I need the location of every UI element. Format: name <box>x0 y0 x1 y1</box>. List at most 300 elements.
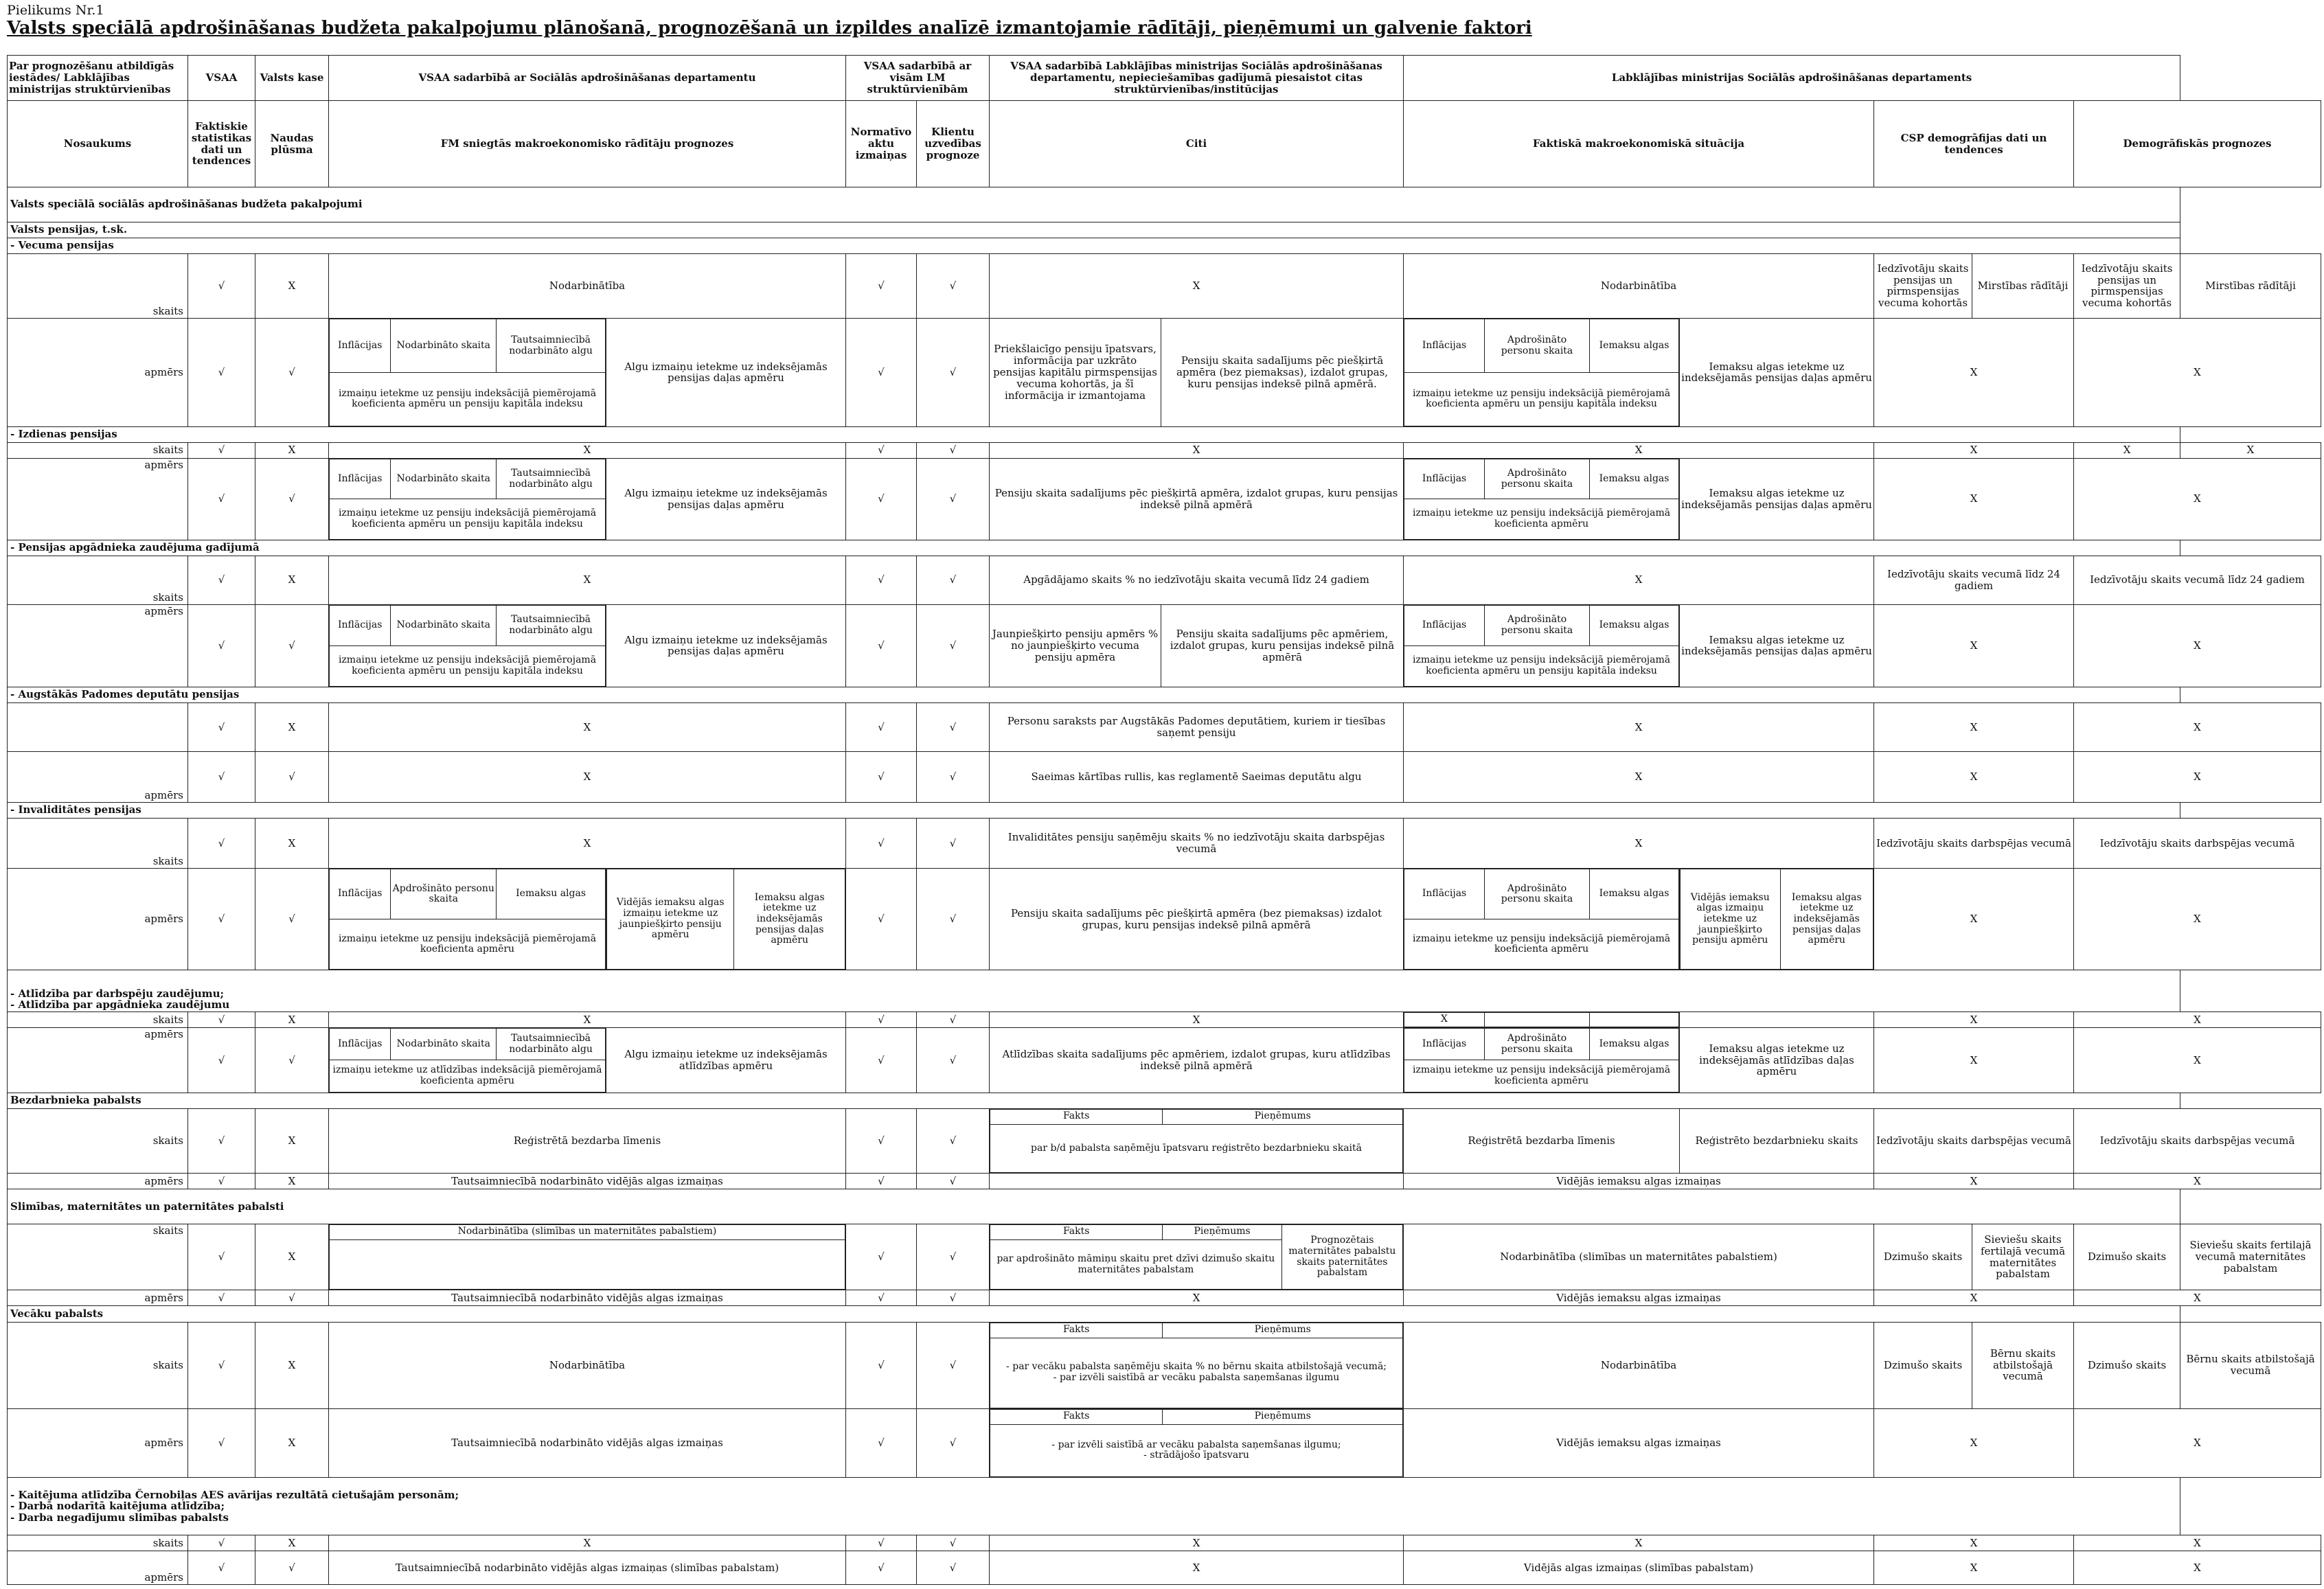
header-klientu: Klientu uzvedības prognoze <box>917 101 990 187</box>
annex-label: Pielikums Nr.1 <box>7 3 104 18</box>
row-label: skaits <box>8 1224 188 1290</box>
section-vecaku: Vecāku pabalsts <box>8 1306 2180 1322</box>
cell: X <box>2074 1551 2321 1585</box>
header-institutions: Par prognozēšanu atbildīgās iestādes/ Labklājības ministrijas struktūrvienības <box>8 56 188 101</box>
cell: X <box>255 1224 329 1290</box>
cell: √ <box>188 556 255 604</box>
sub-cell: Fakts <box>990 1224 1163 1239</box>
table-row <box>8 1290 2321 1306</box>
section-apgadnieka: - Pensijas apgādnieka zaudējuma gadījumā <box>8 540 2180 556</box>
cell: Iedzīvotāju skaits darbspējas vecumā <box>1874 1108 2074 1173</box>
section-valsts-pensijas: Valsts pensijas, t.sk. <box>8 222 2180 238</box>
cell: X <box>2074 1174 2321 1189</box>
cell: Dzimušo skaits <box>2074 1224 2180 1290</box>
cell: X <box>1404 818 1874 868</box>
cell: √ <box>917 1408 990 1478</box>
cell: X <box>329 752 846 802</box>
table-row <box>8 253 2321 318</box>
cell <box>329 604 606 687</box>
cell: Algu izmaiņu ietekme uz indeksējamās pensijas daļas apmēru <box>606 604 846 687</box>
cell: √ <box>846 1535 917 1551</box>
cell: √ <box>917 818 990 868</box>
cell: √ <box>917 1012 990 1028</box>
cell <box>1680 869 1874 970</box>
indicator-table <box>7 55 2321 1585</box>
cell: √ <box>188 818 255 868</box>
cell: X <box>2074 1290 2321 1306</box>
cell: X <box>1874 604 2074 687</box>
sub-cell: Inflācijas <box>1404 459 1485 499</box>
cell: Sieviešu skaits fertilajā vecumā maternitātes pabalstam <box>2180 1224 2321 1290</box>
cell <box>329 458 606 540</box>
cell: X <box>990 253 1404 318</box>
cell: Iedzīvotāju skaits darbspējas vecumā <box>2074 1108 2321 1173</box>
cell: Iedzīvotāju skaits vecumā līdz 24 gadiem <box>2074 556 2321 604</box>
sub-cell: Iemaksu algas ietekme uz indeksējamās pensijas daļas apmēru <box>1780 869 1873 970</box>
cell <box>1404 604 1680 687</box>
section-budzets: Valsts speciālā sociālās apdrošināšanas budžeta pakalpojumi <box>8 187 2180 222</box>
cell: √ <box>846 1174 917 1189</box>
sub-cell: Tautsaimniecībā nodarbināto algu <box>497 319 606 373</box>
section-kait-2: - Darbā nodarītā kaitējuma atlīdzība; <box>10 1500 225 1513</box>
cell: X <box>1874 1290 2074 1306</box>
cell: √ <box>917 1174 990 1189</box>
cell: X <box>2074 752 2321 802</box>
sub-cell: izmaiņu ietekme uz pensiju indeksācijā piemērojamā koeficienta apmēru un pensiju kapitāla indeksu <box>330 499 606 539</box>
table-row <box>8 442 2321 458</box>
cell: Priekšlaicīgo pensiju īpatsvars, informācija par uzkrāto pensijas kapitālu pirmspensijas vecuma kohortās, ja šī informācija ir izmantojama <box>990 319 1161 426</box>
cell: √ <box>846 818 917 868</box>
row-label: skaits <box>8 1535 188 1551</box>
row-label: skaits <box>8 556 188 604</box>
sub-cell: Inflācijas <box>330 1029 391 1060</box>
cell <box>1404 869 1680 970</box>
cell <box>1404 319 1680 426</box>
cell: X <box>1404 752 1874 802</box>
header-valsts-kase: Valsts kase <box>255 56 329 101</box>
cell: Apgādājamo skaits % no iedzīvotāju skaita vecumā līdz 24 gadiem <box>990 556 1404 604</box>
row-label: apmērs <box>8 752 188 802</box>
header-demo: Demogrāfiskās prognozes <box>2074 101 2321 187</box>
row-label: apmērs <box>8 1290 188 1306</box>
sub-cell: Tautsaimniecībā nodarbināto algu <box>497 459 606 499</box>
cell: √ <box>917 1028 990 1093</box>
table-row <box>8 1551 2321 1585</box>
table-row <box>8 1408 2321 1478</box>
cell: X <box>2074 319 2321 426</box>
cell: X <box>255 1408 329 1478</box>
cell: X <box>329 442 846 458</box>
cell: X <box>255 1174 329 1189</box>
sub-cell: Pieņēmums <box>1163 1323 1403 1338</box>
cell: √ <box>846 604 917 687</box>
cell: Jaunpiešķirto pensiju apmērs % no jaunpiešķirto vecuma pensiju apmēra <box>990 604 1161 687</box>
cell: √ <box>917 604 990 687</box>
section-atlidziba-2: - Atlīdzība par apgādnieka zaudējumu <box>10 998 230 1011</box>
section-deputatu: - Augstākās Padomes deputātu pensijas <box>8 687 2180 702</box>
cell: X <box>990 1535 1404 1551</box>
cell: √ <box>188 1028 255 1093</box>
section-kait-1: - Kaitējuma atlīdzība Černobiļas AES avārijas rezultātā cietušajām personām; <box>10 1488 459 1501</box>
cell: √ <box>188 253 255 318</box>
cell: Dzimušo skaits <box>1874 1224 1972 1290</box>
cell <box>990 1408 1404 1478</box>
sub-cell: izmaiņu ietekme uz pensiju indeksācijā piemērojamā koeficienta apmēru un pensiju kapitāla indeksu <box>1404 372 1679 426</box>
cell: √ <box>846 1108 917 1173</box>
cell: Saeimas kārtības rullis, kas reglamentē Saeimas deputātu algu <box>990 752 1404 802</box>
sub-cell: Pieņēmums <box>1163 1224 1281 1239</box>
cell: X <box>990 1012 1404 1028</box>
header-faktiska: Faktiskā makroekonomiskā situācija <box>1404 101 1874 187</box>
cell: Sieviešu skaits fertilajā vecumā maternitātes pabalstam <box>1972 1224 2074 1290</box>
cell <box>1404 1028 1680 1093</box>
cell: X <box>1874 1174 2074 1189</box>
table-row <box>8 1535 2321 1551</box>
cell: X <box>1874 442 2074 458</box>
table-row <box>8 818 2321 868</box>
cell: X <box>1404 702 1874 751</box>
cell: Algu izmaiņu ietekme uz indeksējamās atlīdzības apmēru <box>606 1028 846 1093</box>
cell: √ <box>846 1028 917 1093</box>
sub-cell: par apdrošināto māmiņu skaitu pret dzīvi dzimušo skaitu maternitātes pabalstam <box>990 1239 1282 1290</box>
sub-cell: Fakts <box>990 1409 1163 1424</box>
sub-cell: izmaiņu ietekme uz pensiju indeksācijā piemērojamā koeficienta apmēru un pensiju kapitāla indeksu <box>330 372 606 426</box>
sub-cell: izmaiņu ietekme uz pensiju indeksācijā piemērojamā koeficienta apmēru un pensiju kapitāla indeksu <box>330 645 606 686</box>
cell: X <box>255 1535 329 1551</box>
cell: √ <box>188 442 255 458</box>
sub-cell: Apdrošināto personu skaita <box>1485 869 1590 919</box>
cell: √ <box>917 253 990 318</box>
cell: √ <box>917 1290 990 1306</box>
cell <box>1680 1012 1874 1028</box>
section-atlidziba-1: - Atlīdzība par darbspēju zaudējumu; <box>10 987 225 1000</box>
header-lm-dep: Labklājības ministrijas Sociālās apdrošināšanas departaments <box>1404 56 2180 101</box>
cell: X <box>2180 442 2321 458</box>
cell: √ <box>846 1290 917 1306</box>
sub-cell: par b/d pabalsta saņēmēju īpatsvaru reģistrēto bezdarbnieku skaitā <box>990 1124 1403 1172</box>
header-fakt-stat: Faktiskie statistikas dati un tendences <box>188 101 255 187</box>
sub-cell: Nodarbināto skaita <box>391 605 497 645</box>
cell: √ <box>846 1322 917 1408</box>
cell: √ <box>917 442 990 458</box>
sub-cell: Apdrošināto personu skaita <box>1485 1029 1590 1060</box>
sub-cell: Iemaksu algas <box>1590 605 1679 645</box>
sub-cell: izmaiņu ietekme uz pensiju indeksācijā piemērojamā koeficienta apmēru <box>1404 919 1679 970</box>
row-label: skaits <box>8 253 188 318</box>
sub-cell: Nodarbināto skaita <box>391 1029 497 1060</box>
cell: √ <box>917 1551 990 1585</box>
cell: Reģistrēto bezdarbnieku skaits <box>1680 1108 1874 1173</box>
header-vsaa-lm-dep: VSAA sadarbībā Labklājības ministrijas Sociālās apdrošināšanas departamentu, nepieciešamības gadījumā piesaistot citas struktūrvienības/institūcijas <box>990 56 1404 101</box>
document-title: Valsts speciālā apdrošināšanas budžeta pakalpojumu plānošanā, prognozēšanā un izpildes analīzē izmantojamie rādītāji, pieņēmumi un galvenie faktori <box>7 18 1532 38</box>
cell: √ <box>255 1551 329 1585</box>
cell <box>1404 1012 1680 1028</box>
table-row <box>8 1322 2321 1408</box>
sub-cell: izmaiņu ietekme uz atlīdzības indeksācijā piemērojamā koeficienta apmēru <box>330 1060 606 1092</box>
table-row <box>8 752 2321 802</box>
cell: √ <box>846 319 917 426</box>
sub-cell: Inflācijas <box>1404 319 1485 373</box>
cell: X <box>2074 702 2321 751</box>
cell: √ <box>846 702 917 751</box>
cell: √ <box>846 458 917 540</box>
table-row <box>8 556 2321 604</box>
cell: Nodarbinātība <box>329 253 846 318</box>
cell: √ <box>846 1012 917 1028</box>
cell: X <box>990 1551 1404 1585</box>
cell: Iedzīvotāju skaits pensijas un pirmspensijas vecuma kohortās <box>1874 253 1972 318</box>
cell: Personu saraksts par Augstākās Padomes deputātiem, kuriem ir tiesības saņemt pensiju <box>990 702 1404 751</box>
sub-cell: Iemaksu algas <box>1590 319 1679 373</box>
section-kait-3: - Darba negadījumu slimības pabalsts <box>10 1511 229 1524</box>
cell: X <box>2074 458 2321 540</box>
sub-cell: X <box>1404 1013 1485 1027</box>
cell: X <box>1874 869 2074 970</box>
cell: √ <box>846 869 917 970</box>
sub-cell <box>1485 1013 1590 1027</box>
cell: X <box>255 702 329 751</box>
row-label: apmērs <box>8 1028 188 1093</box>
sub-cell: - par vecāku pabalsta saņēmēju skaita % no bērnu skaita atbilstošajā vecumā; - par izvēli saistībā ar vecāku pabalsta saņemšanas ilgumu <box>990 1338 1403 1408</box>
cell: X <box>2074 1408 2321 1478</box>
table-row <box>8 1108 2321 1173</box>
sub-cell: Prognozētais maternitātes pabalstu skaits paternitātes pabalstam <box>1281 1224 1402 1290</box>
cell: X <box>990 442 1404 458</box>
cell: √ <box>188 702 255 751</box>
header-citi: Citi <box>990 101 1404 187</box>
cell: X <box>1874 1551 2074 1585</box>
cell: √ <box>255 752 329 802</box>
cell: X <box>1874 1535 2074 1551</box>
sub-cell: Iemaksu algas <box>1590 869 1679 919</box>
table-row <box>8 319 2321 426</box>
section-bezdarbnieka: Bezdarbnieka pabalsts <box>8 1093 2180 1108</box>
row-label: skaits <box>8 442 188 458</box>
cell: √ <box>917 869 990 970</box>
cell: X <box>255 253 329 318</box>
cell <box>329 319 606 426</box>
cell: √ <box>255 1028 329 1093</box>
cell: √ <box>188 604 255 687</box>
cell: Pensiju skaita sadalījums pēc apmēriem, izdalot grupas, kuru pensijas indeksē pilnā apmērā <box>1161 604 1404 687</box>
sub-cell: Apdrošināto personu skaita <box>391 869 497 919</box>
cell: Vidējās algas izmaiņas (slimības pabalstam) <box>1404 1551 1874 1585</box>
cell: Nodarbinātība (slimības un maternitātes pabalstiem) <box>1404 1224 1874 1290</box>
header-fm: FM sniegtās makroekonomisko rādītāju prognozes <box>329 101 846 187</box>
cell: √ <box>917 319 990 426</box>
cell <box>990 1224 1404 1290</box>
cell: Bērnu skaits atbilstošajā vecumā <box>2180 1322 2321 1408</box>
sub-cell: Inflācijas <box>1404 869 1485 919</box>
cell: Iemaksu algas ietekme uz indeksējamās atlīdzības daļas apmēru <box>1680 1028 1874 1093</box>
header-naudas: Naudas plūsma <box>255 101 329 187</box>
cell: √ <box>255 604 329 687</box>
cell: √ <box>917 752 990 802</box>
sub-cell: Inflācijas <box>1404 1029 1485 1060</box>
cell: √ <box>188 1174 255 1189</box>
cell: √ <box>846 1551 917 1585</box>
section-vecuma: - Vecuma pensijas <box>8 238 2180 253</box>
row-label: skaits <box>8 1108 188 1173</box>
cell: Iedzīvotāju skaits pensijas un pirmspensijas vecuma kohortās <box>2074 253 2180 318</box>
cell: √ <box>917 1322 990 1408</box>
cell: Iedzīvotāju skaits vecumā līdz 24 gadiem <box>1874 556 2074 604</box>
sub-cell: Vidējās iemaksu algas izmaiņu ietekme uz jaunpiešķirto pensiju apmēru <box>1681 869 1781 970</box>
cell: Vidējās iemaksu algas izmaiņas <box>1404 1408 1874 1478</box>
cell <box>1404 458 1680 540</box>
cell: √ <box>188 319 255 426</box>
table-row <box>8 1174 2321 1189</box>
table-row <box>8 869 2321 970</box>
cell: Vidējās iemaksu algas izmaiņas <box>1404 1174 1874 1189</box>
sub-cell: Iemaksu algas <box>497 869 606 919</box>
cell: Nodarbinātība <box>1404 253 1874 318</box>
cell: Mirstības rādītāji <box>2180 253 2321 318</box>
row-label: apmērs <box>8 604 188 687</box>
cell: Iedzīvotāju skaits darbspējas vecumā <box>1874 818 2074 868</box>
cell: X <box>990 1290 1404 1306</box>
sub-cell: Inflācijas <box>330 869 391 919</box>
cell <box>606 869 846 970</box>
sub-cell: Nodarbinātība (slimības un maternitātes pabalstiem) <box>330 1224 845 1239</box>
cell: X <box>2074 442 2180 458</box>
header-csp: CSP demogrāfijas dati un tendences <box>1874 101 2074 187</box>
cell: √ <box>188 1535 255 1551</box>
header-row-institutions <box>8 56 2321 101</box>
table-row <box>8 458 2321 540</box>
cell: X <box>2074 1012 2321 1028</box>
cell: X <box>1874 1028 2074 1093</box>
header-vsaa-sad: VSAA sadarbībā ar Sociālās apdrošināšanas departamentu <box>329 56 846 101</box>
sub-cell: Iemaksu algas <box>1590 1029 1679 1060</box>
cell <box>329 869 606 970</box>
cell: √ <box>846 253 917 318</box>
cell: Tautsaimniecībā nodarbināto vidējās algas izmaiņas <box>329 1408 846 1478</box>
row-label: apmērs <box>8 1174 188 1189</box>
section-izdienas: - Izdienas pensijas <box>8 426 2180 442</box>
sub-cell: izmaiņu ietekme uz pensiju indeksācijā piemērojamā koeficienta apmēru <box>1404 499 1679 539</box>
cell: √ <box>188 1224 255 1290</box>
sub-cell: - par izvēli saistībā ar vecāku pabalsta saņemšanas ilgumu; - strādājošo īpatsvaru <box>990 1424 1403 1477</box>
sub-cell: Pieņēmums <box>1163 1109 1403 1124</box>
cell: √ <box>846 1408 917 1478</box>
cell: √ <box>188 1408 255 1478</box>
table-row <box>8 604 2321 687</box>
sub-cell: Nodarbināto skaita <box>391 319 497 373</box>
row-label: apmērs <box>8 1408 188 1478</box>
cell: √ <box>255 869 329 970</box>
cell: X <box>2074 604 2321 687</box>
cell: Pensiju skaita sadalījums pēc piešķirtā apmēra (bez piemaksas), izdalot grupas, kuru pensijas indeksē pilnā apmērā. <box>1161 319 1404 426</box>
cell: X <box>1874 458 2074 540</box>
cell: Vidējās iemaksu algas izmaiņas <box>1404 1290 1874 1306</box>
header-normativo: Normatīvo aktu izmaiņas <box>846 101 917 187</box>
cell: X <box>255 818 329 868</box>
row-label: apmērs <box>8 1551 188 1585</box>
sub-cell: izmaiņu ietekme uz pensiju indeksācijā piemērojamā koeficienta apmēru un pensiju kapitāla indeksu <box>1404 645 1679 686</box>
cell: Iemaksu algas ietekme uz indeksējamās pensijas daļas apmēru <box>1680 319 1874 426</box>
sub-cell <box>330 1239 845 1290</box>
row-label: apmērs <box>8 319 188 426</box>
section-invaliditates: - Invaliditātes pensijas <box>8 802 2180 818</box>
cell: Algu izmaiņu ietekme uz indeksējamās pensijas daļas apmēru <box>606 458 846 540</box>
section-slimibas: Slimības, maternitātes un paternitātes pabalsti <box>8 1189 2180 1224</box>
cell: √ <box>846 442 917 458</box>
cell: X <box>2074 869 2321 970</box>
sub-cell: Inflācijas <box>330 459 391 499</box>
cell: √ <box>917 1224 990 1290</box>
table-row <box>8 1224 2321 1290</box>
row-label: apmērs <box>8 458 188 540</box>
cell: X <box>2074 1535 2321 1551</box>
cell: √ <box>188 752 255 802</box>
sub-cell: Apdrošināto personu skaita <box>1485 459 1590 499</box>
cell: Iemaksu algas ietekme uz indeksējamās pensijas daļas apmēru <box>1680 604 1874 687</box>
cell <box>329 1224 846 1290</box>
cell: √ <box>188 1012 255 1028</box>
cell: √ <box>846 556 917 604</box>
cell: √ <box>188 1322 255 1408</box>
sub-cell: Pieņēmums <box>1163 1409 1403 1424</box>
cell: √ <box>917 1535 990 1551</box>
cell: X <box>1404 1535 1874 1551</box>
sub-cell: Inflācijas <box>330 319 391 373</box>
row-label: skaits <box>8 1322 188 1408</box>
cell: Reģistrētā bezdarba līmenis <box>329 1108 846 1173</box>
sub-cell: Tautsaimniecībā nodarbināto algu <box>497 1029 606 1060</box>
table-row <box>8 1012 2321 1028</box>
section-atlidziba <box>8 970 2321 1012</box>
cell: X <box>1404 442 1874 458</box>
cell: X <box>329 1535 846 1551</box>
cell: X <box>329 818 846 868</box>
sub-cell: Apdrošināto personu skaita <box>1485 605 1590 645</box>
cell: X <box>2074 1028 2321 1093</box>
cell: Pensiju skaita sadalījums pēc piešķirtā apmēra, izdalot grupas, kuru pensijas indeksē pilnā apmērā <box>990 458 1404 540</box>
row-label <box>8 702 188 751</box>
cell <box>990 1174 1404 1189</box>
cell: √ <box>917 1108 990 1173</box>
cell: X <box>329 1012 846 1028</box>
cell: X <box>329 556 846 604</box>
cell: Reģistrētā bezdarba līmenis <box>1404 1108 1680 1173</box>
cell: X <box>255 1322 329 1408</box>
cell: X <box>1874 752 2074 802</box>
cell: Atlīdzības skaita sadalījums pēc apmēriem, izdalot grupas, kuru atlīdzības indeksē pilnā apmērā <box>990 1028 1404 1093</box>
cell: X <box>255 442 329 458</box>
sub-cell: Inflācijas <box>330 605 391 645</box>
row-label: apmērs <box>8 869 188 970</box>
cell: Tautsaimniecībā nodarbināto vidējās algas izmaiņas <box>329 1174 846 1189</box>
cell: X <box>255 556 329 604</box>
sub-cell <box>1590 1013 1679 1027</box>
cell: Tautsaimniecībā nodarbināto vidējās algas izmaiņas <box>329 1290 846 1306</box>
cell: Nodarbinātība <box>329 1322 846 1408</box>
cell <box>329 1028 606 1093</box>
sub-cell: Nodarbināto skaita <box>391 459 497 499</box>
cell: √ <box>188 869 255 970</box>
cell: X <box>255 1012 329 1028</box>
cell: Tautsaimniecībā nodarbināto vidējās algas izmaiņas (slimības pabalstam) <box>329 1551 846 1585</box>
header-vsaa-lm: VSAA sadarbībā ar visām LM struktūrvienībām <box>846 56 990 101</box>
cell: √ <box>917 458 990 540</box>
cell: √ <box>188 1551 255 1585</box>
cell: √ <box>255 1290 329 1306</box>
cell <box>990 1108 1404 1173</box>
cell: √ <box>188 1290 255 1306</box>
sub-cell: Iemaksu algas ietekme uz indeksējamās pensijas daļas apmēru <box>734 869 845 970</box>
cell: Invaliditātes pensiju saņēmēju skaits % no iedzīvotāju skaita darbspējas vecumā <box>990 818 1404 868</box>
